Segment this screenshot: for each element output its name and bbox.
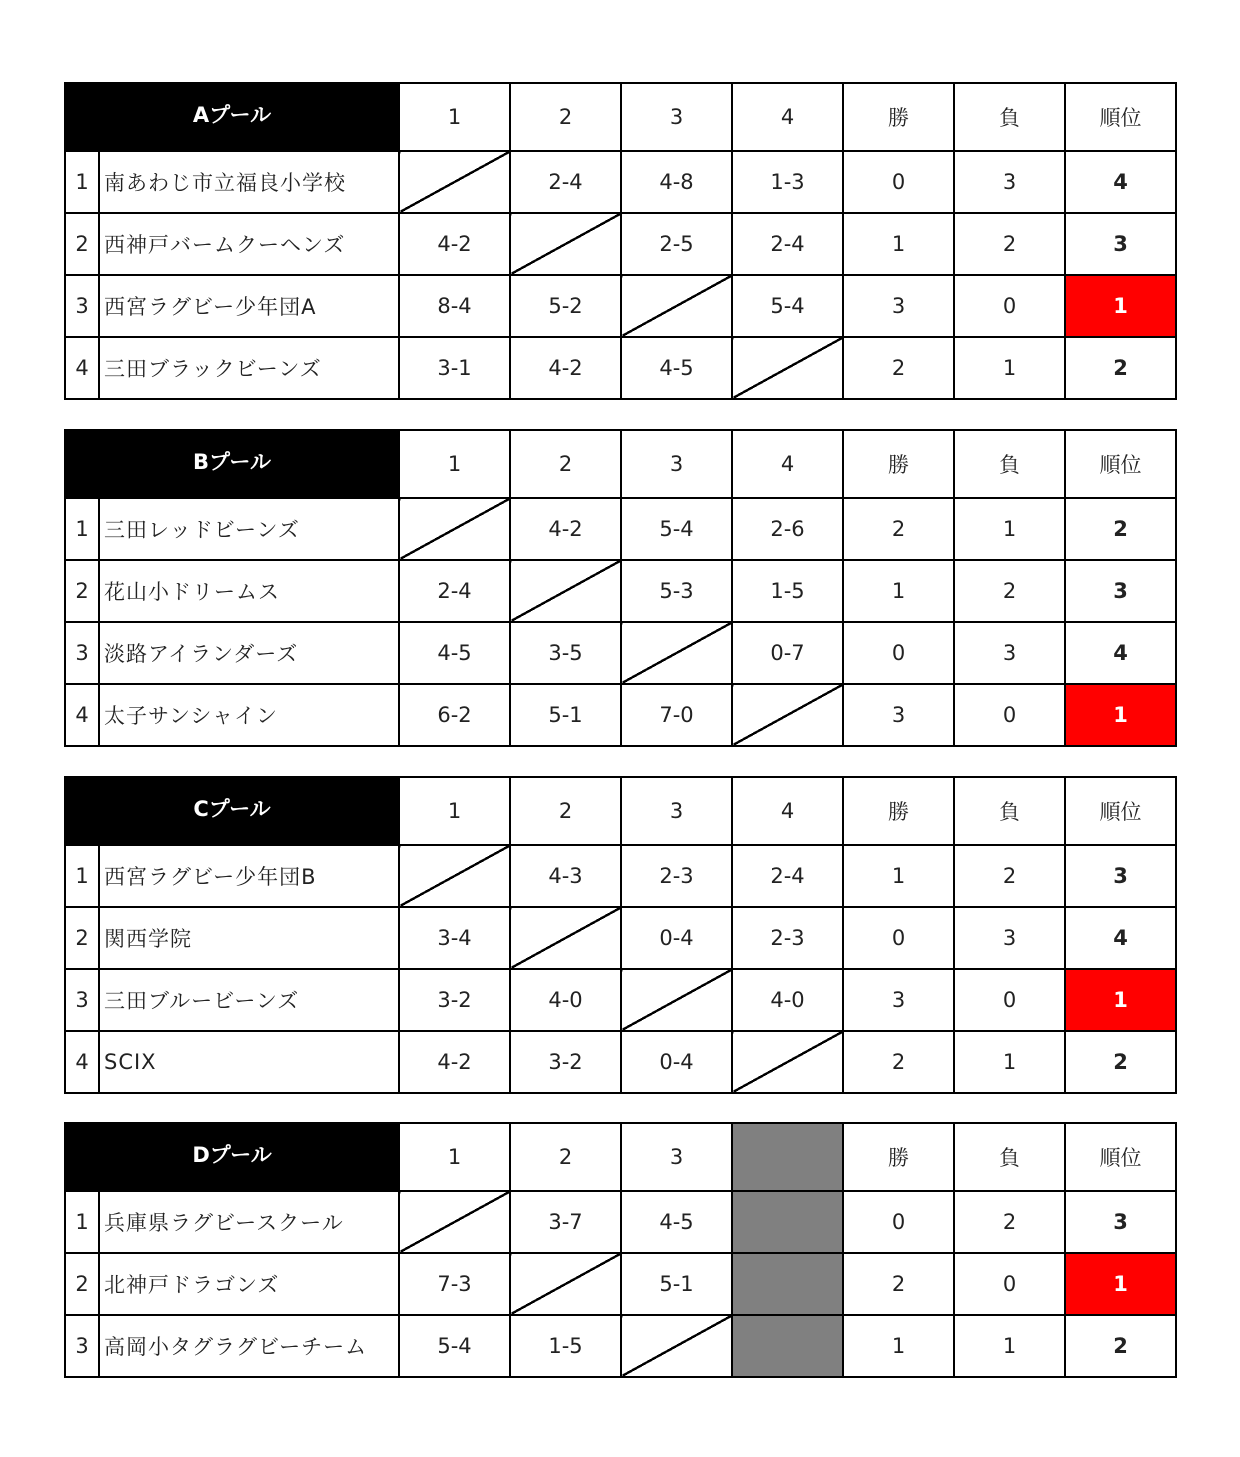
rank-value: 1 [1065,1253,1176,1315]
match-score: 0-4 [621,907,732,969]
match-score: 5-4 [621,498,732,560]
opponent-column-header: 2 [510,430,621,498]
team-name: 西宮ラグビー少年団A [99,275,399,337]
pool-header-row [65,83,1176,151]
wins-header: 勝 [843,430,954,498]
opponent-column-header: 2 [510,83,621,151]
match-score: 6-2 [399,684,510,746]
team-number: 3 [65,275,99,337]
team-name: 高岡小タグラグビーチーム [99,1315,399,1377]
wins-value: 2 [843,337,954,399]
match-score: 8-4 [399,275,510,337]
rank-value: 4 [1065,151,1176,213]
opponent-column-header: 4 [732,777,843,845]
wins-header: 勝 [843,83,954,151]
team-number: 1 [65,498,99,560]
losses-value: 0 [954,969,1065,1031]
self-match-cell [510,907,621,969]
rank-value: 3 [1065,560,1176,622]
match-score: 2-4 [732,213,843,275]
team-row [65,213,1176,275]
wins-value: 2 [843,498,954,560]
pool-header-row [65,430,1176,498]
team-row [65,151,1176,213]
wins-value: 1 [843,1315,954,1377]
wins-value: 0 [843,622,954,684]
match-score: 4-2 [399,1031,510,1093]
team-row [65,1191,1176,1253]
rank-header: 順位 [1065,430,1176,498]
opponent-column-header: 3 [621,83,732,151]
team-number: 2 [65,213,99,275]
opponent-column-header: 1 [399,83,510,151]
team-row [65,1315,1176,1377]
pool-table [64,429,1177,747]
self-match-cell [621,1315,732,1377]
team-name: 太子サンシャイン [99,684,399,746]
losses-value: 2 [954,560,1065,622]
unused-column [732,1315,843,1377]
team-number: 1 [65,151,99,213]
match-score: 5-4 [732,275,843,337]
opponent-column-header: 2 [510,777,621,845]
team-number: 2 [65,907,99,969]
losses-value: 1 [954,498,1065,560]
team-name: 三田レッドビーンズ [99,498,399,560]
team-name: 三田ブルービーンズ [99,969,399,1031]
team-row [65,560,1176,622]
rank-header: 順位 [1065,83,1176,151]
self-match-cell [732,1031,843,1093]
team-name: 西神戸バームクーヘンズ [99,213,399,275]
team-row [65,1253,1176,1315]
match-score: 3-1 [399,337,510,399]
match-score: 1-5 [510,1315,621,1377]
self-match-cell [621,969,732,1031]
wins-value: 1 [843,213,954,275]
self-match-cell [621,275,732,337]
opponent-column-header: 3 [621,430,732,498]
match-score: 4-5 [621,337,732,399]
unused-column [732,1123,843,1191]
losses-value: 1 [954,337,1065,399]
rank-value: 4 [1065,622,1176,684]
match-score: 7-0 [621,684,732,746]
team-row [65,498,1176,560]
self-match-cell [510,1253,621,1315]
opponent-column-header: 2 [510,1123,621,1191]
team-number: 4 [65,684,99,746]
match-score: 5-2 [510,275,621,337]
opponent-column-header: 3 [621,1123,732,1191]
team-name: 西宮ラグビー少年団B [99,845,399,907]
match-score: 5-1 [510,684,621,746]
match-score: 2-6 [732,498,843,560]
team-name: 南あわじ市立福良小学校 [99,151,399,213]
losses-value: 0 [954,1253,1065,1315]
losses-value: 1 [954,1031,1065,1093]
rank-value: 2 [1065,498,1176,560]
losses-value: 2 [954,1191,1065,1253]
self-match-cell [399,498,510,560]
team-number: 4 [65,337,99,399]
team-name: 兵庫県ラグビースクール [99,1191,399,1253]
team-name: SCIX [99,1031,399,1093]
team-name: 北神戸ドラゴンズ [99,1253,399,1315]
team-name: 花山小ドリームス [99,560,399,622]
match-score: 4-0 [732,969,843,1031]
pool-header-row [65,1123,1176,1191]
pool-table [64,1122,1177,1378]
match-score: 2-4 [399,560,510,622]
wins-value: 2 [843,1253,954,1315]
rank-value: 1 [1065,969,1176,1031]
opponent-column-header: 1 [399,777,510,845]
team-number: 2 [65,560,99,622]
wins-value: 1 [843,845,954,907]
wins-value: 0 [843,1191,954,1253]
team-name: 淡路アイランダーズ [99,622,399,684]
opponent-column-header: 4 [732,430,843,498]
wins-value: 1 [843,560,954,622]
rank-value: 2 [1065,1315,1176,1377]
team-row [65,969,1176,1031]
match-score: 3-5 [510,622,621,684]
match-score: 7-3 [399,1253,510,1315]
rank-value: 2 [1065,1031,1176,1093]
match-score: 2-3 [732,907,843,969]
wins-value: 3 [843,969,954,1031]
team-number: 3 [65,622,99,684]
team-row [65,684,1176,746]
match-score: 2-4 [510,151,621,213]
losses-value: 3 [954,907,1065,969]
wins-header: 勝 [843,1123,954,1191]
match-score: 5-1 [621,1253,732,1315]
team-number: 2 [65,1253,99,1315]
rank-value: 2 [1065,337,1176,399]
rank-value: 1 [1065,684,1176,746]
rank-value: 1 [1065,275,1176,337]
self-match-cell [732,684,843,746]
match-score: 3-4 [399,907,510,969]
wins-value: 2 [843,1031,954,1093]
losses-header: 負 [954,83,1065,151]
opponent-column-header: 1 [399,430,510,498]
team-name: 関西学院 [99,907,399,969]
team-row [65,907,1176,969]
wins-value: 3 [843,684,954,746]
opponent-column-header: 3 [621,777,732,845]
self-match-cell [621,622,732,684]
match-score: 4-8 [621,151,732,213]
wins-value: 0 [843,907,954,969]
team-row [65,275,1176,337]
losses-value: 2 [954,845,1065,907]
unused-column [732,1253,843,1315]
rank-value: 3 [1065,845,1176,907]
rank-value: 3 [1065,213,1176,275]
match-score: 3-2 [399,969,510,1031]
rank-value: 4 [1065,907,1176,969]
wins-value: 3 [843,275,954,337]
losses-header: 負 [954,1123,1065,1191]
match-score: 4-2 [510,337,621,399]
losses-header: 負 [954,430,1065,498]
unused-column [732,1191,843,1253]
match-score: 0-4 [621,1031,732,1093]
pool-table [64,776,1177,1094]
pool-title: Cプール [65,777,399,845]
self-match-cell [510,560,621,622]
losses-value: 3 [954,151,1065,213]
team-row [65,337,1176,399]
losses-value: 1 [954,1315,1065,1377]
match-score: 2-3 [621,845,732,907]
match-score: 3-2 [510,1031,621,1093]
pool-header-row [65,777,1176,845]
pool-table [64,82,1177,400]
team-row [65,622,1176,684]
self-match-cell [399,151,510,213]
match-score: 2-4 [732,845,843,907]
match-score: 1-5 [732,560,843,622]
losses-value: 0 [954,684,1065,746]
match-score: 2-5 [621,213,732,275]
losses-value: 0 [954,275,1065,337]
rank-value: 3 [1065,1191,1176,1253]
match-score: 4-5 [621,1191,732,1253]
opponent-column-header: 1 [399,1123,510,1191]
match-score: 4-5 [399,622,510,684]
team-name: 三田ブラックビーンズ [99,337,399,399]
rank-header: 順位 [1065,777,1176,845]
losses-value: 3 [954,622,1065,684]
team-number: 1 [65,845,99,907]
wins-header: 勝 [843,777,954,845]
match-score: 0-7 [732,622,843,684]
opponent-column-header: 4 [732,83,843,151]
match-score: 4-3 [510,845,621,907]
losses-value: 2 [954,213,1065,275]
match-score: 4-0 [510,969,621,1031]
pool-title: Bプール [65,430,399,498]
match-score: 3-7 [510,1191,621,1253]
team-number: 3 [65,1315,99,1377]
team-number: 3 [65,969,99,1031]
self-match-cell [510,213,621,275]
match-score: 5-4 [399,1315,510,1377]
wins-value: 0 [843,151,954,213]
rank-header: 順位 [1065,1123,1176,1191]
team-number: 1 [65,1191,99,1253]
match-score: 5-3 [621,560,732,622]
self-match-cell [399,1191,510,1253]
pool-title: Dプール [65,1123,399,1191]
match-score: 1-3 [732,151,843,213]
losses-header: 負 [954,777,1065,845]
match-score: 4-2 [399,213,510,275]
self-match-cell [399,845,510,907]
team-number: 4 [65,1031,99,1093]
match-score: 4-2 [510,498,621,560]
team-row [65,845,1176,907]
self-match-cell [732,337,843,399]
team-row [65,1031,1176,1093]
pool-title: Aプール [65,83,399,151]
